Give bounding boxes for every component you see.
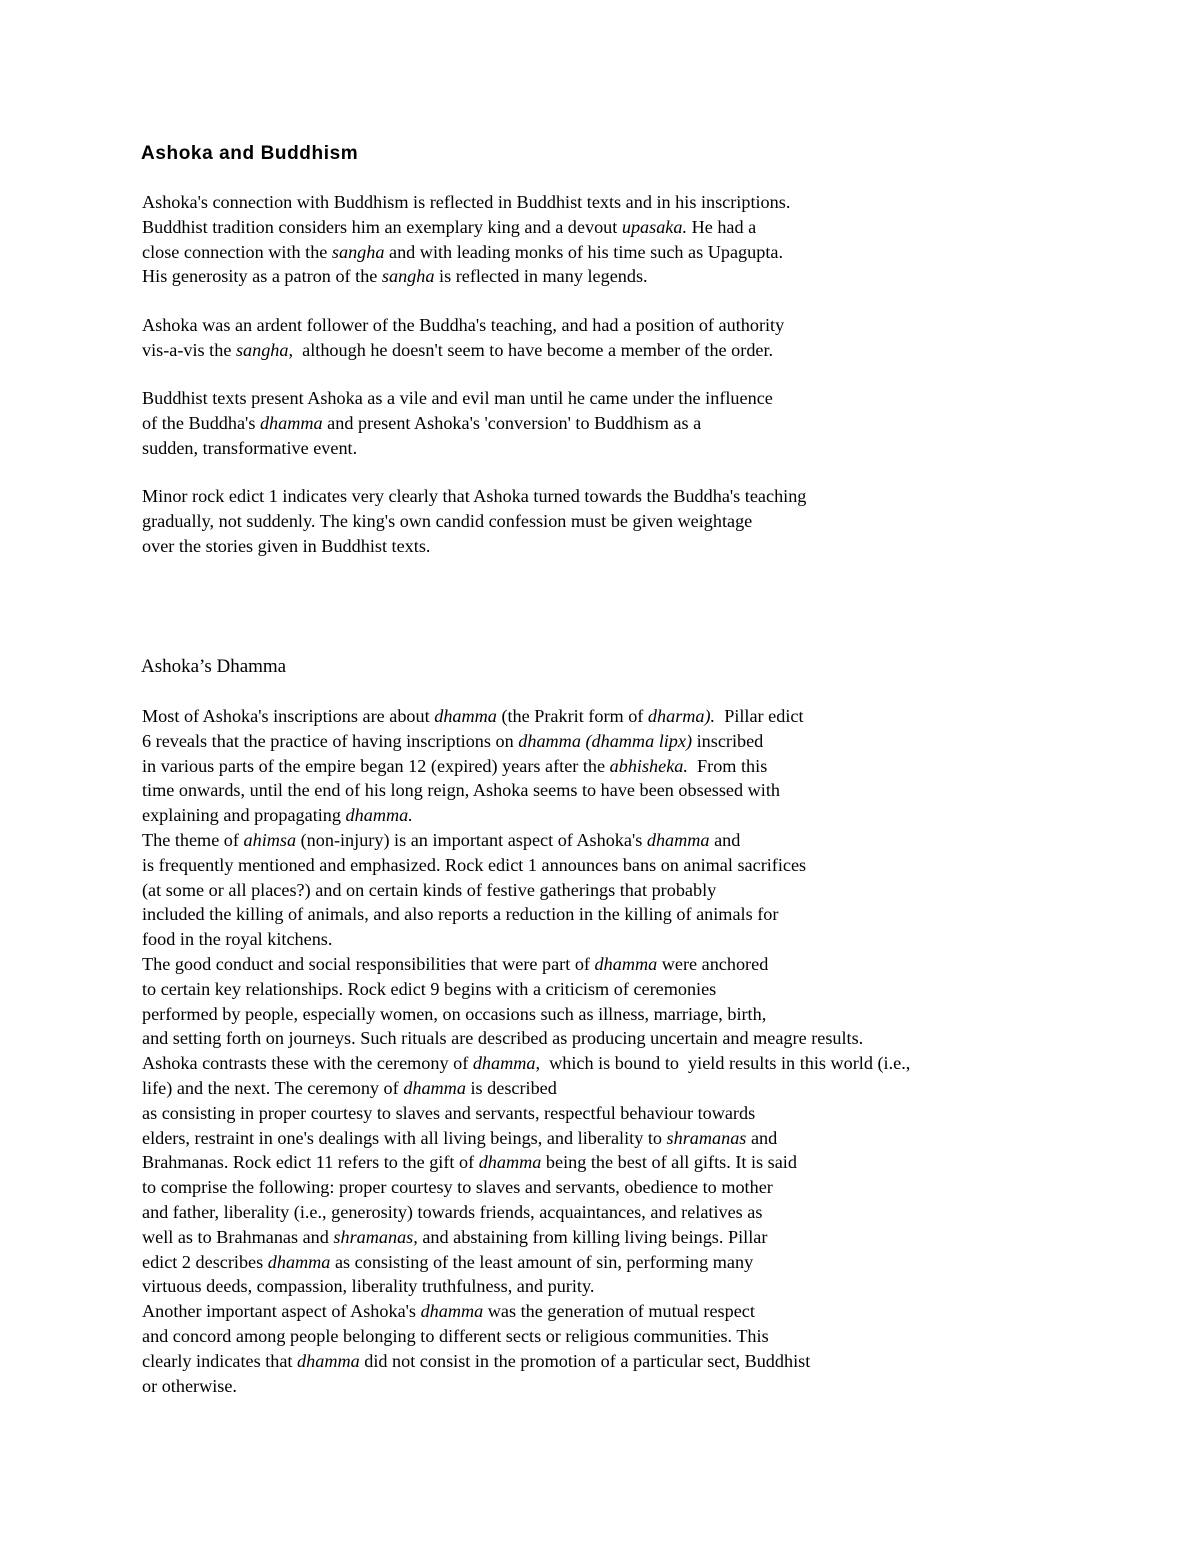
text-line: performed by people, especially women, on occasions such as illness, marriage, birth, — [142, 1003, 767, 1024]
text-line: over the stories given in Buddhist texts. — [142, 535, 431, 556]
italic-term: shramanas — [666, 1127, 747, 1148]
text-line: time onwards, until the end of his long reign, Ashoka seems to have been obsessed with — [142, 780, 780, 801]
text-line: explaining and propagating dhamma. — [142, 805, 413, 826]
italic-term: ahimsa — [243, 829, 297, 850]
section-heading-ashokas-dhamma: Ashoka’s Dhamma — [141, 656, 287, 677]
paragraph-minor-rock-edict — [142, 484, 806, 558]
text-line: virtuous deeds, compassion, liberality truthfulness, and purity. — [142, 1276, 595, 1297]
italic-term: upasaka. — [621, 216, 688, 237]
italic-term: shramanas, — [333, 1226, 418, 1247]
text-line: Most of Ashoka's inscriptions are about dhamma (the Prakrit form of dharma). Pillar edict — [142, 706, 804, 726]
text-line: included the killing of animals, and also reports a reduction in the killing of animals for — [142, 904, 779, 925]
italic-term: dhamma. — [345, 805, 413, 826]
italic-term: dhamma — [478, 1152, 542, 1173]
italic-term: dhamma — [297, 1350, 360, 1371]
text-line: and setting forth on journeys. Such rituals are described as producing uncertain and meagre results. — [142, 1028, 864, 1049]
text-line: gradually, not suddenly. The king's own candid confession must be given weightage — [142, 510, 753, 531]
text-line: life) and the next. The ceremony of dhamma is described — [142, 1077, 557, 1098]
text-line: to comprise the following: proper courtesy to slaves and servants, obedience to mother — [142, 1177, 773, 1198]
text-line: Brahmanas. Rock edict 11 refers to the gift of dhamma being the best of all gifts. It is said — [142, 1152, 797, 1173]
italic-term: sangha, — [235, 339, 294, 360]
text-line: or otherwise. — [142, 1375, 237, 1396]
text-line: clearly indicates that dhamma did not consist in the promotion of a particular sect, Buddhist — [142, 1350, 811, 1371]
italic-term: dhamma, — [472, 1053, 541, 1074]
text-line: food in the royal kitchens. — [142, 929, 333, 950]
italic-term: dharma). — [647, 706, 716, 726]
text-line: edict 2 describes dhamma as consisting of the least amount of sin, performing many — [142, 1251, 754, 1272]
paragraph-ardent-follower — [142, 313, 784, 363]
italic-term: dhamma — [259, 412, 323, 433]
text-line: Ashoka contrasts these with the ceremony of dhamma, which is bound to yield results in this world (i.e., — [142, 1053, 911, 1074]
text-line: and father, liberality (i.e., generosity) towards friends, acquaintances, and relatives as — [142, 1201, 763, 1222]
paragraph-ashokas-dhamma — [142, 704, 910, 1398]
italic-term: dhamma — [594, 953, 658, 974]
text-line: vis-a-vis the sangha, although he doesn't seem to have become a member of the order. — [142, 339, 774, 360]
text-line: Ashoka's connection with Buddhism is reflected in Buddhist texts and in his inscriptions. — [142, 192, 791, 212]
text-line: Ashoka was an ardent follower of the Buddha's teaching, and had a position of authority — [142, 315, 785, 335]
text-line: sudden, transformative event. — [142, 437, 358, 458]
text-line: Buddhist tradition considers him an exemplary king and a devout upasaka. He had a — [142, 216, 757, 237]
text-line: His generosity as a patron of the sangha is reflected in many legends. — [142, 266, 648, 287]
paragraph-connection-with-buddhism — [142, 190, 790, 289]
text-line: to certain key relationships. Rock edict 9 begins with a criticism of ceremonies — [142, 978, 717, 999]
text-line: in various parts of the empire began 12 (expired) years after the abhisheka. From this — [142, 755, 768, 776]
text-line: Another important aspect of Ashoka's dhamma was the generation of mutual respect — [142, 1301, 755, 1322]
text-line: elders, restraint in one's dealings with all living beings, and liberality to shramanas and — [142, 1127, 778, 1148]
text-line: Minor rock edict 1 indicates very clearly that Ashoka turned towards the Buddha's teaching — [142, 486, 807, 506]
text-line: 6 reveals that the practice of having inscriptions on dhamma (dhamma lipx) inscribed — [142, 730, 764, 751]
text-line: The good conduct and social responsibilities that were part of dhamma were anchored — [142, 953, 769, 974]
text-line: Buddhist texts present Ashoka as a vile and evil man until he came under the influence — [142, 388, 773, 408]
italic-term: dhamma (dhamma lipx) — [518, 730, 693, 751]
italic-term: sangha — [331, 241, 385, 262]
italic-term: dhamma — [434, 706, 497, 726]
text-line: (at some or all places?) and on certain kinds of festive gatherings that probably — [142, 879, 717, 900]
text-line: is frequently mentioned and emphasized. Rock edict 1 announces bans on animal sacrifices — [142, 854, 807, 875]
italic-term: abhisheka. — [609, 755, 688, 776]
text-line: The theme of ahimsa (non-injury) is an important aspect of Ashoka's dhamma and — [142, 829, 741, 850]
text-line: well as to Brahmanas and shramanas, and abstaining from killing living beings. Pillar — [142, 1226, 768, 1247]
italic-term: dhamma — [420, 1301, 484, 1322]
text-line: close connection with the sangha and with leading monks of his time such as Upagupta. — [142, 241, 783, 262]
italic-term: dhamma — [403, 1077, 466, 1098]
italic-term: dhamma — [267, 1251, 331, 1272]
text-line: as consisting in proper courtesy to slaves and servants, respectful behaviour towards — [142, 1102, 756, 1123]
italic-term: sangha — [381, 266, 435, 287]
italic-term: dhamma — [646, 829, 710, 850]
paragraph-buddhist-texts — [142, 386, 773, 460]
text-line: of the Buddha's dhamma and present Ashoka's 'conversion' to Buddhism as a — [142, 412, 702, 433]
text-line: and concord among people belonging to different sects or religious communities. This — [142, 1325, 769, 1346]
section-heading-ashoka-and-buddhism: Ashoka and Buddhism — [141, 143, 359, 164]
